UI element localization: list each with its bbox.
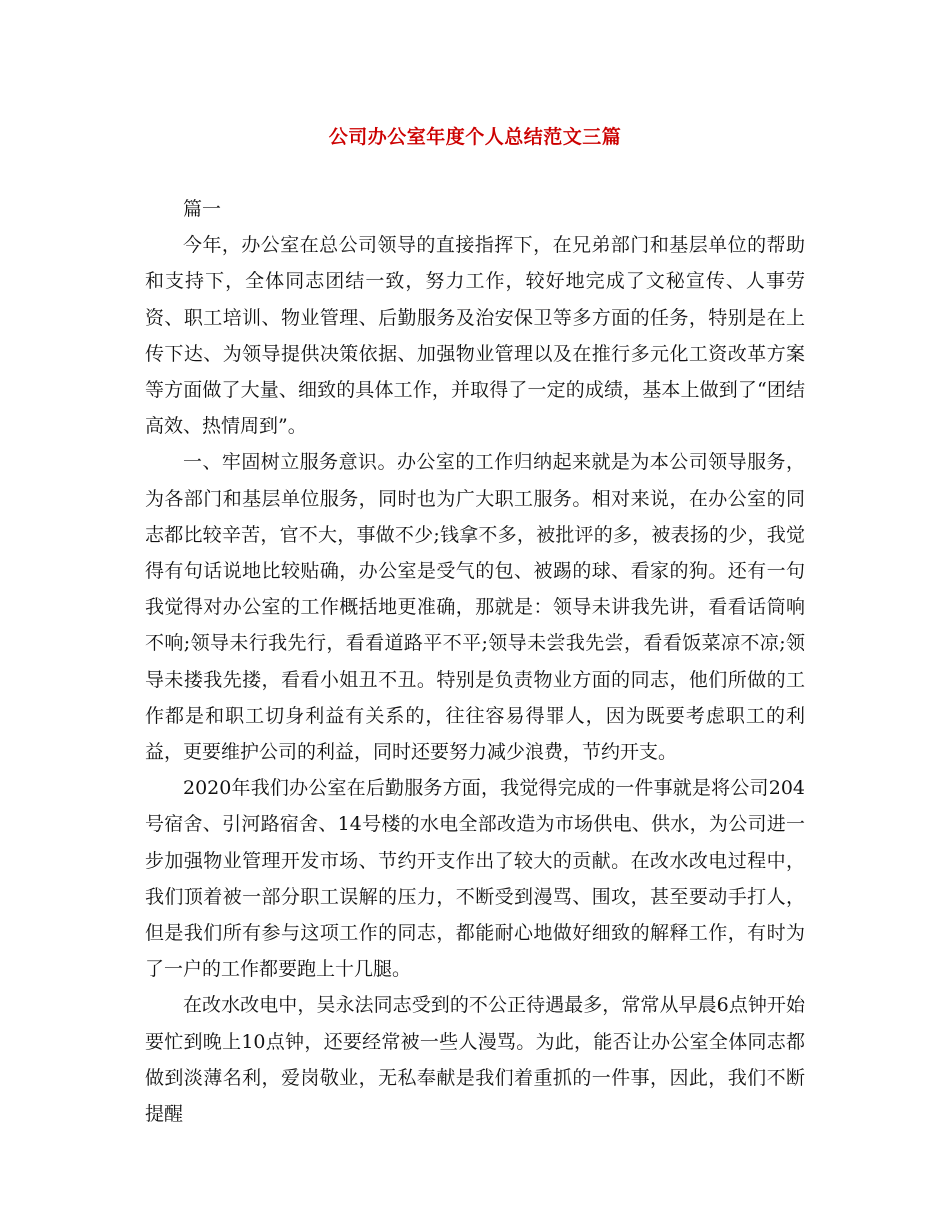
body-paragraph: 在改水改电中，吴永法同志受到的不公正待遇最多，常常从早晨6点钟开始要忙到晚上10点钟，还要经常被一些人漫骂。为此，能否让办公室全体同志都做到淡薄名利，爱岗敬业，无私奉献是我们着重抓的一件事，因此，我们不断提醒 bbox=[145, 994, 805, 1126]
body-paragraph: 一、牢固树立服务意识。办公室的工作归纳起来就是为本公司领导服务，为各部门和基层单位服务，同时也为广大职工服务。相对来说，在办公室的同志都比较辛苦，官不大，事做不少;钱拿不多，被批评的多，被表扬的少，我觉得有句话说地比较贴确，办公室是受气的包、被踢的球、看家的狗。还有一句我觉得对办公室的工作概括地更准确，那就是：领导未讲我先讲，看看话筒响不响;领导未行我先行，看看道路平不平;领导未尝我先尝，看看饭菜凉不凉;领导未搂我先搂，看看小姐丑不丑。特别是负责物业方面的同志，他们所做的工作都是和职工切身利益有关系的，往往容易得罪人，因为既要考虑职工的利益，更要维护公司的利益，同时还要努力减少浪费，节约开支。 bbox=[145, 451, 805, 764]
section-heading: 篇一 bbox=[183, 198, 222, 220]
document-body bbox=[145, 191, 805, 1132]
document-title: 公司办公室年度个人总结范文三篇 bbox=[328, 126, 622, 148]
body-paragraph: 今年，办公室在总公司领导的直接指挥下，在兄弟部门和基层单位的帮助和支持下，全体同志团结一致，努力工作，较好地完成了文秘宣传、人事劳资、职工培训、物业管理、后勤服务及治安保卫等多方面的任务，特别是在上传下达、为领导提供决策依据、加强物业管理以及在推行多元化工资改革方案等方面做了大量、细致的具体工作，并取得了一定的成绩，基本上做到了“团结高效、热情周到”。 bbox=[145, 234, 805, 438]
body-paragraph: 2020年我们办公室在后勤服务方面，我觉得完成的一件事就是将公司204号宿舍、引河路宿舍、14号楼的水电全部改造为市场供电、供水，为公司进一步加强物业管理开发市场、节约开支作出了较大的贡献。在改水改电过程中，我们顶着被一部分职工误解的压力，不断受到漫骂、围攻，甚至要动手打人，但是我们所有参与这项工作的同志，都能耐心地做好细致的解释工作，有时为了一户的工作都要跑上十几腿。 bbox=[145, 777, 805, 981]
